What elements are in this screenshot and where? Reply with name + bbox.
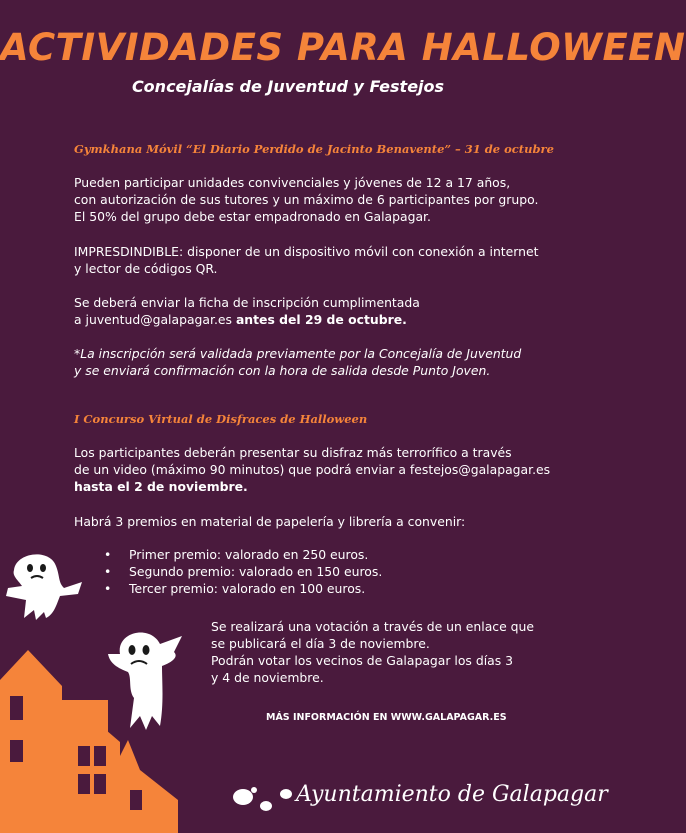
more-info-link[interactable]: MÁS INFORMACIÓN EN WWW.GALAPAGAR.ES xyxy=(266,712,507,723)
deadline: antes del 29 de octubre. xyxy=(235,312,407,327)
validation-note: *La inscripción será validada previamente por la Concejalía de Juventud y se enviará confirmación con la hora de salida desde Punto Joven. xyxy=(74,346,522,378)
list-item: • Primer premio: valorado en 250 euros. xyxy=(74,546,382,563)
prize-list xyxy=(74,546,382,597)
page-subtitle: Concejalías de Juventud y Festejos xyxy=(131,77,445,96)
turtle-logo-icon xyxy=(233,787,292,811)
gymkhana-heading: Gymkhana Móvil “El Diario Perdido de Jacinto Benavente” – 31 de octubre xyxy=(74,142,554,156)
voting-paragraph: Se realizará una votación a través de un enlace que se publicará el día 3 de noviembre. Podrán votar los vecinos de Galapagar los días 3 y 4 de noviembre. xyxy=(211,619,535,685)
costume-contest-heading: I Concurso Virtual de Disfraces de Halloween xyxy=(74,412,368,426)
ghost-icon xyxy=(108,633,182,730)
organization-name: Ayuntamiento de Galapagar xyxy=(296,782,608,807)
page-title: ACTIVIDADES PARA HALLOWEEN xyxy=(0,26,686,69)
contest-deadline: hasta el 2 de noviembre. xyxy=(74,479,248,494)
requirement-paragraph: IMPRESDINDIBLE: disponer de un dispositivo móvil con conexión a internet y lector de códigos QR. xyxy=(74,244,539,276)
email-link-juventud[interactable]: a juventud@galapagar.es xyxy=(74,312,236,327)
gymkhana-paragraph: Pueden participar unidades convivenciales y jóvenes de 12 a 17 años, con autorización de sus tutores y un máximo de 6 participantes por grupo. El 50% del grupo debe estar empadronado en Galapagar. xyxy=(74,175,539,224)
contest-paragraph: Los participantes deberán presentar su disfraz más terrorífico a través de un video (máximo 90 minutos) que podrá enviar a festejos@galapagar.es hasta el 2 de noviembre. xyxy=(74,445,551,494)
list-item: • Tercer premio: valorado en 100 euros. xyxy=(74,580,382,597)
ghost-icon xyxy=(6,554,82,620)
list-item: • Segundo premio: valorado en 150 euros. xyxy=(74,563,382,580)
registration-paragraph: Se deberá enviar la ficha de inscripción cumplimentada a juventud@galapagar.es antes del 29 de octubre. xyxy=(74,295,420,327)
prizes-intro: Habrá 3 premios en material de papelería y librería a convenir: xyxy=(74,514,466,529)
